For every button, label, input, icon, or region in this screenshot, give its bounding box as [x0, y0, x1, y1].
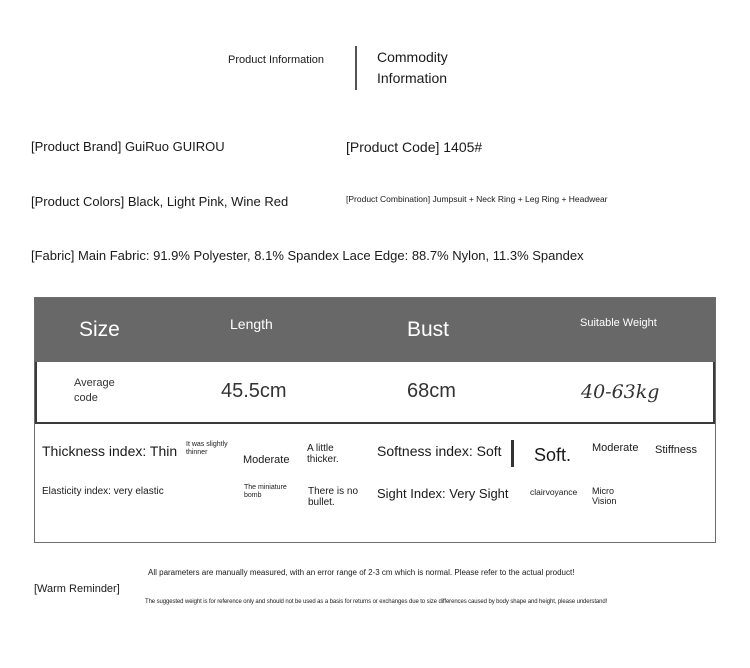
- product-brand: [Product Brand] GuiRuo GUIROU: [31, 139, 225, 154]
- softness-marker: [511, 440, 514, 467]
- header-size: Size: [79, 318, 120, 341]
- size-table-header: [35, 298, 715, 362]
- size-value-line1: Average: [74, 377, 115, 389]
- reminder-label: [Warm Reminder]: [34, 583, 120, 595]
- product-code: [Product Code] 1405#: [346, 139, 483, 155]
- thickness-option-moderate: Moderate: [243, 454, 290, 466]
- size-value: [74, 376, 115, 406]
- sight-option-micro-vision: Micro Vision: [592, 486, 617, 506]
- elasticity-option-no-bullet: There is no bullet.: [308, 486, 359, 508]
- header-divider: [355, 46, 357, 90]
- size-table: [34, 297, 716, 543]
- length-value: 45.5cm: [221, 380, 287, 402]
- header-left-title: Product Information: [228, 54, 324, 66]
- sight-option-clairvoyance: clairvoyance: [530, 487, 578, 497]
- reminder-line2: The suggested weight is for reference only and should not be used as a basis for returns or exchanges due to size differences caused by body shape and height, please understand!: [145, 599, 608, 605]
- softness-label: Softness index: Soft: [377, 443, 502, 459]
- product-colors: [Product Colors] Black, Light Pink, Wine Red: [31, 194, 289, 209]
- size-value-line2: code: [74, 392, 98, 404]
- product-fabric: [Fabric] Main Fabric: 91.9% Polyester, 8.1% Spandex Lace Edge: 88.7% Nylon, 11.3% Spandex: [31, 248, 584, 263]
- row-right-edge: [713, 362, 715, 422]
- sight-label: Sight Index: Very Sight: [377, 486, 509, 501]
- thickness-option-slightly-thinner: It was slightly thinner: [186, 441, 228, 456]
- elasticity-option-miniature: The miniature bomb: [244, 484, 287, 499]
- row-separator: [35, 422, 715, 424]
- softness-option-moderate: Moderate: [592, 442, 639, 454]
- reminder-line1: All parameters are manually measured, with an error range of 2-3 cm which is normal. Please refer to the actual product!: [148, 568, 575, 577]
- elasticity-label: Elasticity index: very elastic: [42, 486, 164, 497]
- header-right-title-line2: Information: [377, 70, 448, 86]
- thickness-label: Thickness index: Thin: [42, 443, 178, 459]
- header-length: Length: [230, 316, 273, 332]
- weight-value: 40-63kg: [581, 381, 660, 403]
- header-weight: Suitable Weight: [580, 317, 657, 329]
- header-right-title-line1: Commodity: [377, 49, 448, 65]
- header-bust: Bust: [407, 318, 450, 341]
- header-right-title: [377, 47, 448, 89]
- product-combination: [Product Combination] Jumpsuit + Neck Ring + Leg Ring + Headwear: [346, 194, 608, 204]
- bust-value: 68cm: [407, 380, 456, 402]
- softness-option-stiffness: Stiffness: [655, 444, 697, 456]
- thickness-option-thicker: A little thicker.: [307, 443, 339, 465]
- softness-option-soft: Soft.: [534, 445, 572, 465]
- row-left-edge: [35, 362, 37, 422]
